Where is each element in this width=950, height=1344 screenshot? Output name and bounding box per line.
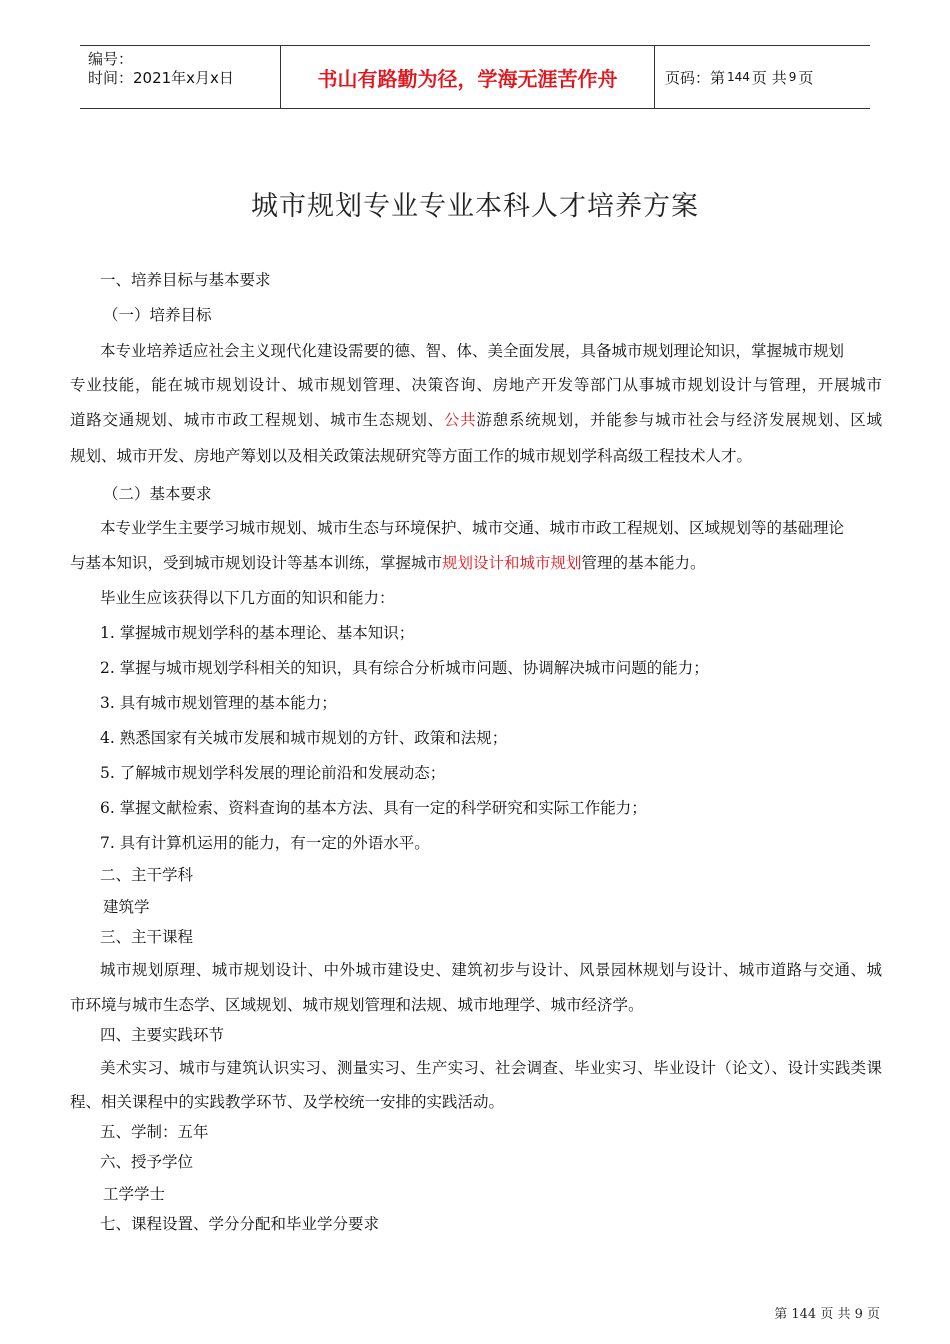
courses-line-2: 市环境与城市生态学、区域规划、城市规划管理和法规、城市地理学、城市经济学。 — [70, 996, 644, 1014]
header-page-total: 9 — [788, 70, 797, 84]
header-number-label: 编号： — [88, 50, 134, 68]
section-heading-7: 七、课程设置、学分分配和毕业学分要求 — [100, 1215, 380, 1233]
goals-highlight-public: 公共 — [443, 411, 477, 429]
section-heading-6: 六、授予学位 — [100, 1153, 194, 1171]
ability-item-7: 7. 具有计算机运用的能力，有一定的外语水平。 — [100, 834, 430, 852]
ability-item-6: 6. 掌握文献检索、资料查询的基本方法、具有一定的科学研究和实际工作能力； — [100, 799, 647, 817]
header-motto: 书山有路勤为径，学海无涯苦作舟 — [281, 46, 655, 108]
ability-item-4: 4. 熟悉国家有关城市发展和城市规划的方针、政策和法规； — [100, 729, 508, 747]
section-heading-1: 一、培养目标与基本要求 — [100, 271, 271, 289]
page-header — [80, 45, 870, 109]
header-meta — [80, 46, 281, 108]
subsection-heading-goals: （一）培养目标 — [103, 306, 212, 324]
graduates-intro: 毕业生应该获得以下几方面的知识和能力： — [100, 589, 395, 607]
goals-text-segment: 道路交通规划、城市市政工程规划、城市生态规划、 — [70, 411, 444, 429]
requirements-paragraph-line-2 — [70, 553, 706, 573]
degree-name: 工学学士 — [103, 1185, 166, 1203]
section-heading-2: 二、主干学科 — [100, 866, 194, 884]
requirements-paragraph-line-1: 本专业学生主要学习城市规划、城市生态与环境保护、城市交通、城市市政工程规划、区域规划等的基础理论 — [100, 519, 845, 537]
goals-paragraph-line-2: 专业技能，能在城市规划设计、城市规划管理、决策咨询、房地产开发等部门从事城市规划设计与管理，开展城市 — [70, 376, 882, 394]
ability-item-2: 2. 掌握与城市规划学科相关的知识，具有综合分析城市问题、协调解决城市问题的能力； — [100, 659, 709, 677]
requirements-text-segment: 与基本知识，受到城市规划设计等基本训练，掌握城市 — [70, 554, 443, 572]
header-page-prefix: 页码：第 — [665, 68, 726, 87]
practice-line-1: 美术实习、城市与建筑认识实习、测量实习、生产实习、社会调查、毕业实习、毕业设计（论文）、设计实践类课 — [100, 1059, 882, 1077]
goals-text-segment: 游憩系统规划，并能参与城市社会与经济发展规划、区域 — [476, 411, 882, 429]
courses-line-1: 城市规划原理、城市规划设计、中外城市建设史、建筑初步与设计、风景园林规划与设计、城市道路与交通、城 — [100, 961, 882, 979]
ability-item-3: 3. 具有城市规划管理的基本能力； — [100, 694, 337, 712]
goals-paragraph-line-1: 本专业培养适应社会主义现代化建设需要的德、智、体、美全面发展，具备城市规划理论知识，掌握城市规划 — [100, 342, 845, 360]
document-title: 城市规划专业专业本科人才培养方案 — [251, 191, 699, 222]
header-page-num: 144 — [727, 70, 750, 84]
section-heading-3: 三、主干课程 — [100, 928, 194, 946]
header-page-suffix: 页 — [798, 68, 814, 87]
header-page-mid: 页 共 — [751, 68, 787, 87]
page-footer: 第 144 页 共 9 页 — [774, 1307, 880, 1322]
section-heading-4: 四、主要实践环节 — [100, 1026, 225, 1044]
main-discipline: 建筑学 — [103, 898, 150, 916]
goals-paragraph-line-4: 规划、城市开发、房地产筹划以及相关政策法规研究等方面工作的城市规划学科高级工程技术人才。 — [70, 447, 753, 465]
ability-item-5: 5. 了解城市规划学科发展的理论前沿和发展动态； — [100, 764, 446, 782]
ability-item-1: 1. 掌握城市规划学科的基本理论、基本知识； — [100, 624, 415, 642]
goals-paragraph-line-3 — [70, 410, 882, 430]
subsection-heading-requirements: （二）基本要求 — [103, 485, 212, 503]
section-heading-5: 五、学制：五年 — [100, 1123, 209, 1141]
header-page-info — [655, 46, 870, 108]
requirements-text-segment: 管理的基本能力。 — [581, 554, 706, 572]
header-time-label: 时间：2021年x月x日 — [88, 69, 234, 87]
requirements-highlight: 规划设计和城市规划 — [442, 554, 582, 572]
practice-line-2: 程、相关课程中的实践教学环节、及学校统一安排的实践活动。 — [70, 1093, 505, 1111]
